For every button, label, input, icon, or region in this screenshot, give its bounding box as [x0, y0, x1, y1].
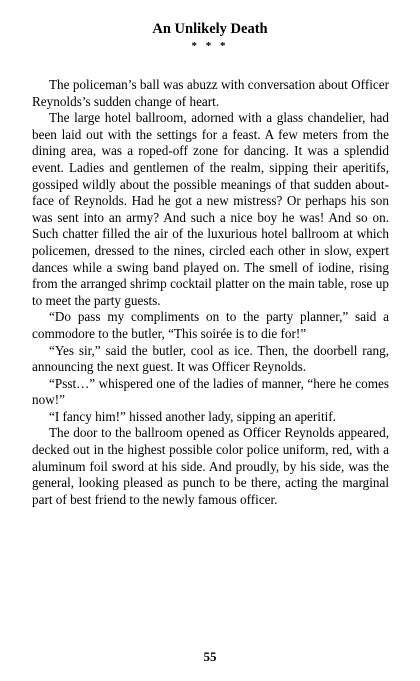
section-separator: * * *	[191, 40, 229, 52]
paragraph: “I fancy him!” hissed another lady, sipping an aperitif.	[49, 408, 336, 424]
paragraph: The door to the ballroom opened as Officer Reynolds appeared, decked out in the highest possible color police uniform, red, with a aluminum foil sword at his side. And proudly, by his side, was the general, looking pleased as punch to be there, acting the marginal part of best friend to the newly famous officer.	[32, 425, 389, 507]
chapter-title: An Unlikely Death	[152, 21, 268, 37]
paragraph: The large hotel ballroom, adorned with a glass chandelier, had been laid out with the settings for a feast. A few meters from the dining area, was a roped-off zone for dancing. It was a splendid event. Ladies and gentlemen of the realm, sipping their aperitifs, gossiped wildly about the possible meanings of that sudden about-face of Reynolds. Had he got a new mistress? Or perhaps his son was sent into an army? And such a nice boy he was! And so on. Such chatter filled the air of the luxurious hotel ballroom at which policemen, dressed to the nines, circled each other in slow, expert dances while a swing band played on. The smell of iodine, rising from the arranged shrimp cocktail platter on the main table, rose up to meet the party guests.	[32, 110, 389, 308]
paragraph: “Do pass my compliments on to the party planner,” said a commodore to the butler, “This soirée is to die for!”	[32, 309, 389, 341]
chapter-body	[32, 77, 389, 508]
paragraph: The policeman’s ball was abuzz with conversation about Officer Reynolds’s sudden change of heart.	[32, 77, 389, 109]
paragraph: “Yes sir,” said the butler, cool as ice. Then, the doorbell rang, announcing the next guest. It was Officer Reynolds.	[32, 342, 389, 375]
page-number: 55	[203, 649, 217, 664]
paragraph: “Psst…” whispered one of the ladies of manner, “here he comes now!”	[32, 375, 389, 408]
